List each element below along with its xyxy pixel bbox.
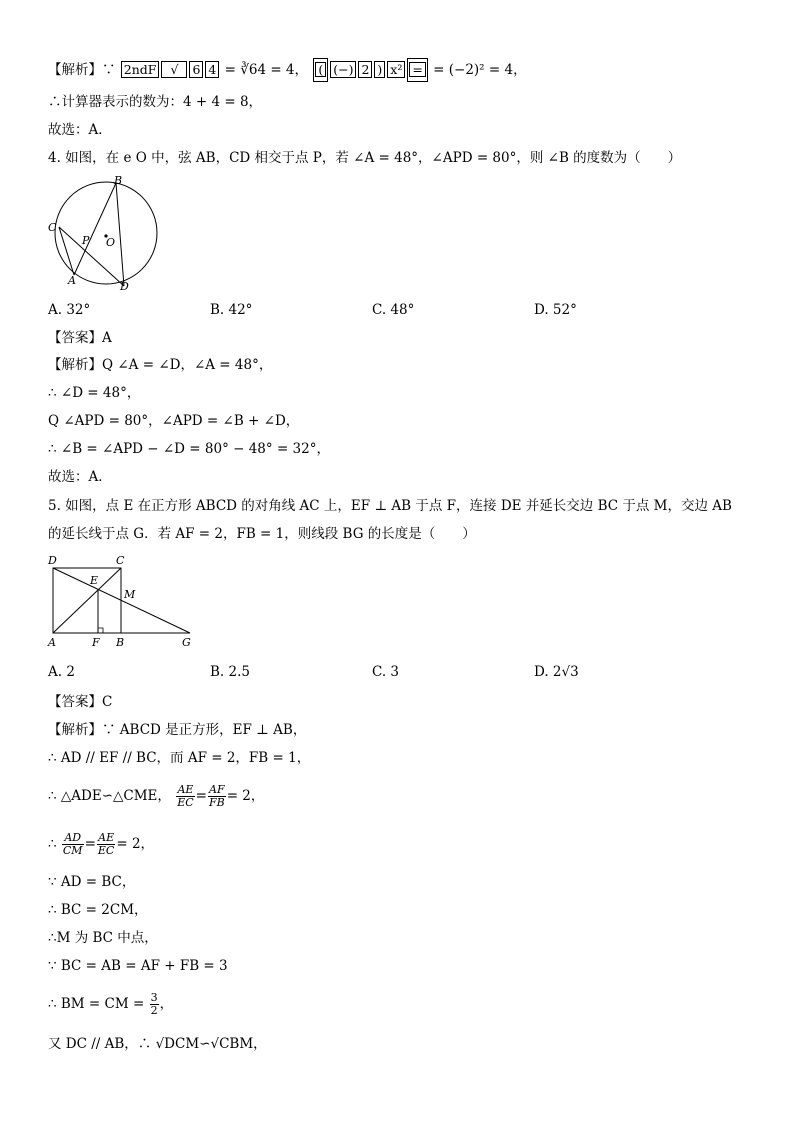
question-4: 4. 如图，在 e O 中，弦 AB，CD 相交于点 P，若 ∠A = 48°，∠APD = 80°，则 ∠B 的度数为（ ） (48, 150, 682, 166)
label-O: O (106, 236, 116, 249)
key-close-paren: ) (374, 61, 385, 78)
key-sqrt: √ (161, 61, 187, 78)
q5-option-a: A. 2 (48, 664, 75, 680)
q4-option-a: A. 32° (48, 302, 91, 318)
key-6: 6 (189, 61, 203, 78)
question-5: 5. 如图，点 E 在正方形 ABCD 的对角线 AC 上，EF ⊥ AB 于点 F，连接 DE 并延长交边 BC 于点 M，交边 AB (48, 498, 732, 514)
text-line: ∵ AD = BC， (48, 874, 136, 890)
bm-line: ∴ BM = CM = $\frac{3}{2}$ ， (48, 991, 174, 1017)
text-line: ∵ BC = AB = AF + FB = 3 (48, 958, 228, 974)
calc-result-1: = ∛64 = 4， (224, 62, 309, 78)
answer-label: 【答案】C (48, 694, 113, 710)
text-line: ∴M 为 BC 中点， (48, 930, 158, 946)
label-D: D (120, 280, 129, 292)
square-figure (44, 548, 200, 650)
label-C: C (116, 554, 125, 567)
label-P: P (82, 234, 90, 247)
text-line: ∴ ∠B = ∠APD − ∠D = 80° − 48° = 32°， (48, 441, 330, 457)
q4-option-d: D. 52° (534, 302, 577, 318)
key-equals: = (407, 58, 427, 82)
key-2ndf: 2ndF (121, 61, 160, 78)
label-A: A (68, 274, 76, 287)
text-line: 故选：A． (48, 469, 112, 485)
fraction: $\frac{AE}{EC}$ (177, 783, 194, 809)
label-F: F (92, 636, 100, 649)
answer-label: 【答案】A (48, 330, 112, 346)
question-5-cont: 的延长线于点 G．若 AF = 2，FB = 1，则线段 BG 的长度是（ ） (48, 526, 476, 542)
label-B: B (114, 174, 123, 187)
key-square: x² (387, 61, 405, 78)
text-line: 【解析】Q ∠A = ∠D，∠A = 48°， (48, 357, 273, 373)
q4-option-b: B. 42° (210, 302, 253, 318)
circle-figure (44, 172, 168, 292)
fraction: $\frac{AE}{EC}$ (97, 831, 115, 857)
text-line: 【解析】∵ ABCD 是正方形，EF ⊥ AB， (48, 722, 307, 738)
similar-line: ∴ △ADE∽△CME， $\frac{AE}{EC}$ = $\frac{AF}{FB}$ = 2， (48, 783, 265, 809)
text-line: ∴ BC = 2CM， (48, 902, 148, 918)
key-open-paren: ( (313, 58, 328, 82)
fraction: $\frac{3}{2}$ (150, 991, 158, 1017)
text-line: ∴计算器表示的数为：4 + 4 = 8， (48, 94, 263, 110)
ratio-line: ∴ $\frac{AD}{CM}$ = $\frac{AE}{EC}$ = 2， (48, 831, 155, 857)
label-C: C (48, 221, 57, 234)
text-line: 又 DC // AB，∴ √DCM∽√CBM， (48, 1036, 267, 1052)
label-A: A (48, 636, 56, 649)
q5-option-b: B. 2.5 (210, 664, 250, 680)
q5-option-d: D. 2√3 (534, 664, 579, 680)
key-2: 2 (358, 61, 372, 78)
text-line: ∴ ∠D = 48°， (48, 385, 141, 401)
text-line: 故选：A． (48, 122, 112, 138)
analysis-label: 【解析】∵ (48, 62, 116, 78)
q5-option-c: C. 3 (372, 664, 400, 680)
label-M: M (124, 588, 136, 601)
calc-result-2: = (−2)² = 4， (433, 62, 527, 78)
fraction: $\frac{AD}{CM}$ (62, 831, 83, 857)
fraction: $\frac{AF}{FB}$ (208, 783, 225, 809)
text-line: Q ∠APD = 80°，∠APD = ∠B + ∠D， (48, 413, 300, 429)
text-line: ∴ AD // EF // BC，而 AF = 2，FB = 1， (48, 750, 311, 766)
label-D: D (48, 554, 57, 567)
key-4: 4 (205, 61, 219, 78)
label-G: G (182, 636, 191, 649)
calc-line (48, 58, 527, 82)
label-B: B (116, 636, 125, 649)
key-negative: (−) (330, 61, 356, 78)
q4-option-c: C. 48° (372, 302, 415, 318)
label-E: E (90, 574, 99, 587)
